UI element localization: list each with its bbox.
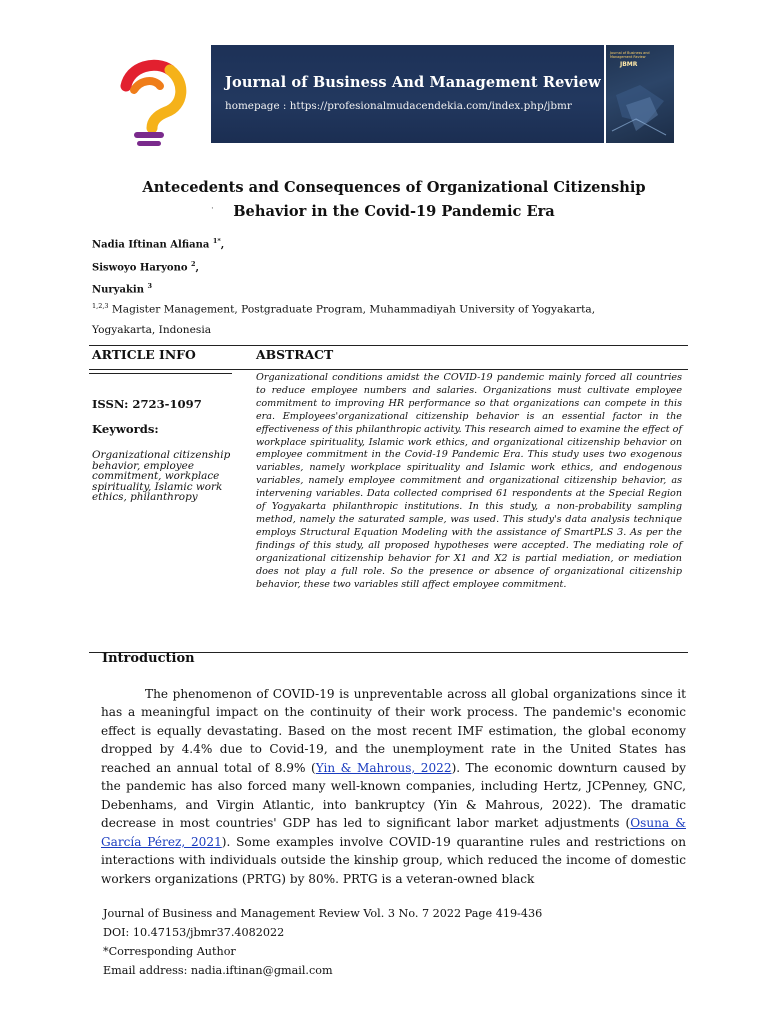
- intro-text-segment-2: ). The economic downturn caused by the pandemic has also forced many well-known companies, including Hertz, JCPenney, GNC, Debenhams, and Virgin Atlantic, into bankruptcy (Yin & Mahrous, 2022). The dramatic decrease in most countries' GDP has led to significant labor market adjustments (: [101, 760, 686, 831]
- author-3: [92, 282, 152, 295]
- issn: ISSN: 2723-1097: [92, 397, 202, 411]
- author-name: Siswoyo Haryono: [92, 262, 191, 274]
- author-affiliation-mark: 1*: [212, 237, 221, 245]
- cover-abbreviation: JBMR: [620, 61, 638, 68]
- author-separator: ,: [195, 262, 200, 274]
- affiliation-text: Magister Management, Postgraduate Program, Muhammadiyah University of Yogyakarta,: [108, 303, 596, 316]
- intro-text-segment-3: ). Some examples involve COVID-19 quarantine rules and restrictions on interactions with individuals outside the kinship group, which reduced the income of domestic workers organizations (PRTG) by 80%. PRTG is a veteran-owned black: [101, 834, 687, 886]
- author-2: [92, 260, 199, 273]
- introduction-paragraph: [101, 685, 686, 888]
- lightbulb-logo-icon: [104, 56, 198, 150]
- divider-article-info: [89, 373, 232, 374]
- author-separator: ,: [220, 239, 225, 251]
- keywords-label: Keywords:: [92, 422, 159, 436]
- affiliation-line-2: Yogyakarta, Indonesia: [92, 324, 212, 336]
- article-info-heading: ARTICLE INFO: [92, 347, 196, 362]
- introduction-heading: Introduction: [102, 651, 195, 666]
- stray-mark: ·: [211, 204, 214, 214]
- footer-citation: Journal of Business and Management Review Vol. 3 No. 7 2022 Page 419-436: [103, 907, 543, 920]
- cover-title: Journal of Business and Management Review: [610, 51, 650, 59]
- author-1: [92, 237, 224, 250]
- author-name: Nadia Iftinan Alfiana: [92, 239, 213, 251]
- intro-text-segment-1: The phenomenon of COVID-19 is unpreventable across all global organizations since it has a meaningful impact on the continuity of their work process. The pandemic's economic effect is equally devastating. Based on the most recent IMF estimation, the global economy dropped by 4.4% due to Covid-19, and the unemployment rate in the United States has reached an annual total of 8.9% (: [101, 687, 686, 775]
- paper-title-line-1: Antecedents and Consequences of Organizational Citizenship: [142, 179, 646, 196]
- paper-title: [100, 176, 688, 224]
- journal-homepage[interactable]: homepage : https://profesionalmudacendekia.com/index.php/jbmr: [225, 100, 572, 112]
- author-affiliation-mark: 3: [147, 282, 152, 290]
- divider-heading: [89, 369, 688, 370]
- footer-doi: DOI: 10.47153/jbmr37.4082022: [103, 926, 285, 939]
- cover-artwork: [606, 45, 674, 143]
- journal-banner: [211, 45, 604, 143]
- abstract-heading: ABSTRACT: [256, 347, 334, 362]
- citation-link-osuna-garcia-perez[interactable]: Osuna & García Pérez, 2021: [101, 816, 686, 849]
- keywords-list: Organizational citizenship behavior, employee commitment, workplace spirituality, Islamic work ethics, philanthropy: [92, 449, 231, 504]
- affiliation-line-1: [92, 302, 595, 316]
- paper-title-line-2: Behavior in the Covid-19 Pandemic Era: [233, 203, 555, 220]
- footer-corresponding-author: *Corresponding Author: [103, 945, 236, 958]
- author-name: Nuryakin: [92, 284, 148, 296]
- journal-logo: [104, 56, 198, 150]
- author-affiliation-mark: 2: [191, 260, 196, 268]
- affiliation-mark: 1,2,3: [92, 302, 109, 310]
- divider-top: [89, 345, 688, 346]
- footer-email: Email address: nadia.iftinan@gmail.com: [103, 964, 333, 977]
- journal-cover-thumbnail: [606, 45, 674, 143]
- citation-link-yin-mahrous[interactable]: Yin & Mahrous, 2022: [315, 760, 452, 775]
- abstract-text: Organizational conditions amidst the COVID-19 pandemic mainly forced all countries to reduce employee numbers and salaries. Organizations must cultivate employee commitment to improving HR performance so that organizations can compete in this era. Employees'organizational citizenship behavior is an essential factor in the effectiveness of this philanthropic activity. This research aimed to examine the effect of workplace spirituality, Islamic work ethics, and organizational citizenship behavior on employee commitment in the Covid-19 Pandemic Era. This study uses two exogenous variables, namely workplace spirituality and Islamic work ethics, and endogenous variables, namely employee commitment and organizational citizenship behavior, as intervening variables. Data collected comprised 61 respondents at the Special Region of Yogyakarta philanthropic institutions. In this study, a non-probability sampling method, namely the saturated sample, was used. This study's data analysis technique employs Structural Equation Modeling with the assistance of SmartPLS 3. As per the findings of this study, all proposed hypotheses were accepted. The mediating role of organizational citizenship behavior for X1 and X2 is partial mediation, or mediation does not play a full role. So the presence or absence of organizational citizenship behavior, these two variables still affect employee commitment.: [256, 372, 682, 590]
- journal-title: Journal of Business And Management Review: [225, 74, 601, 91]
